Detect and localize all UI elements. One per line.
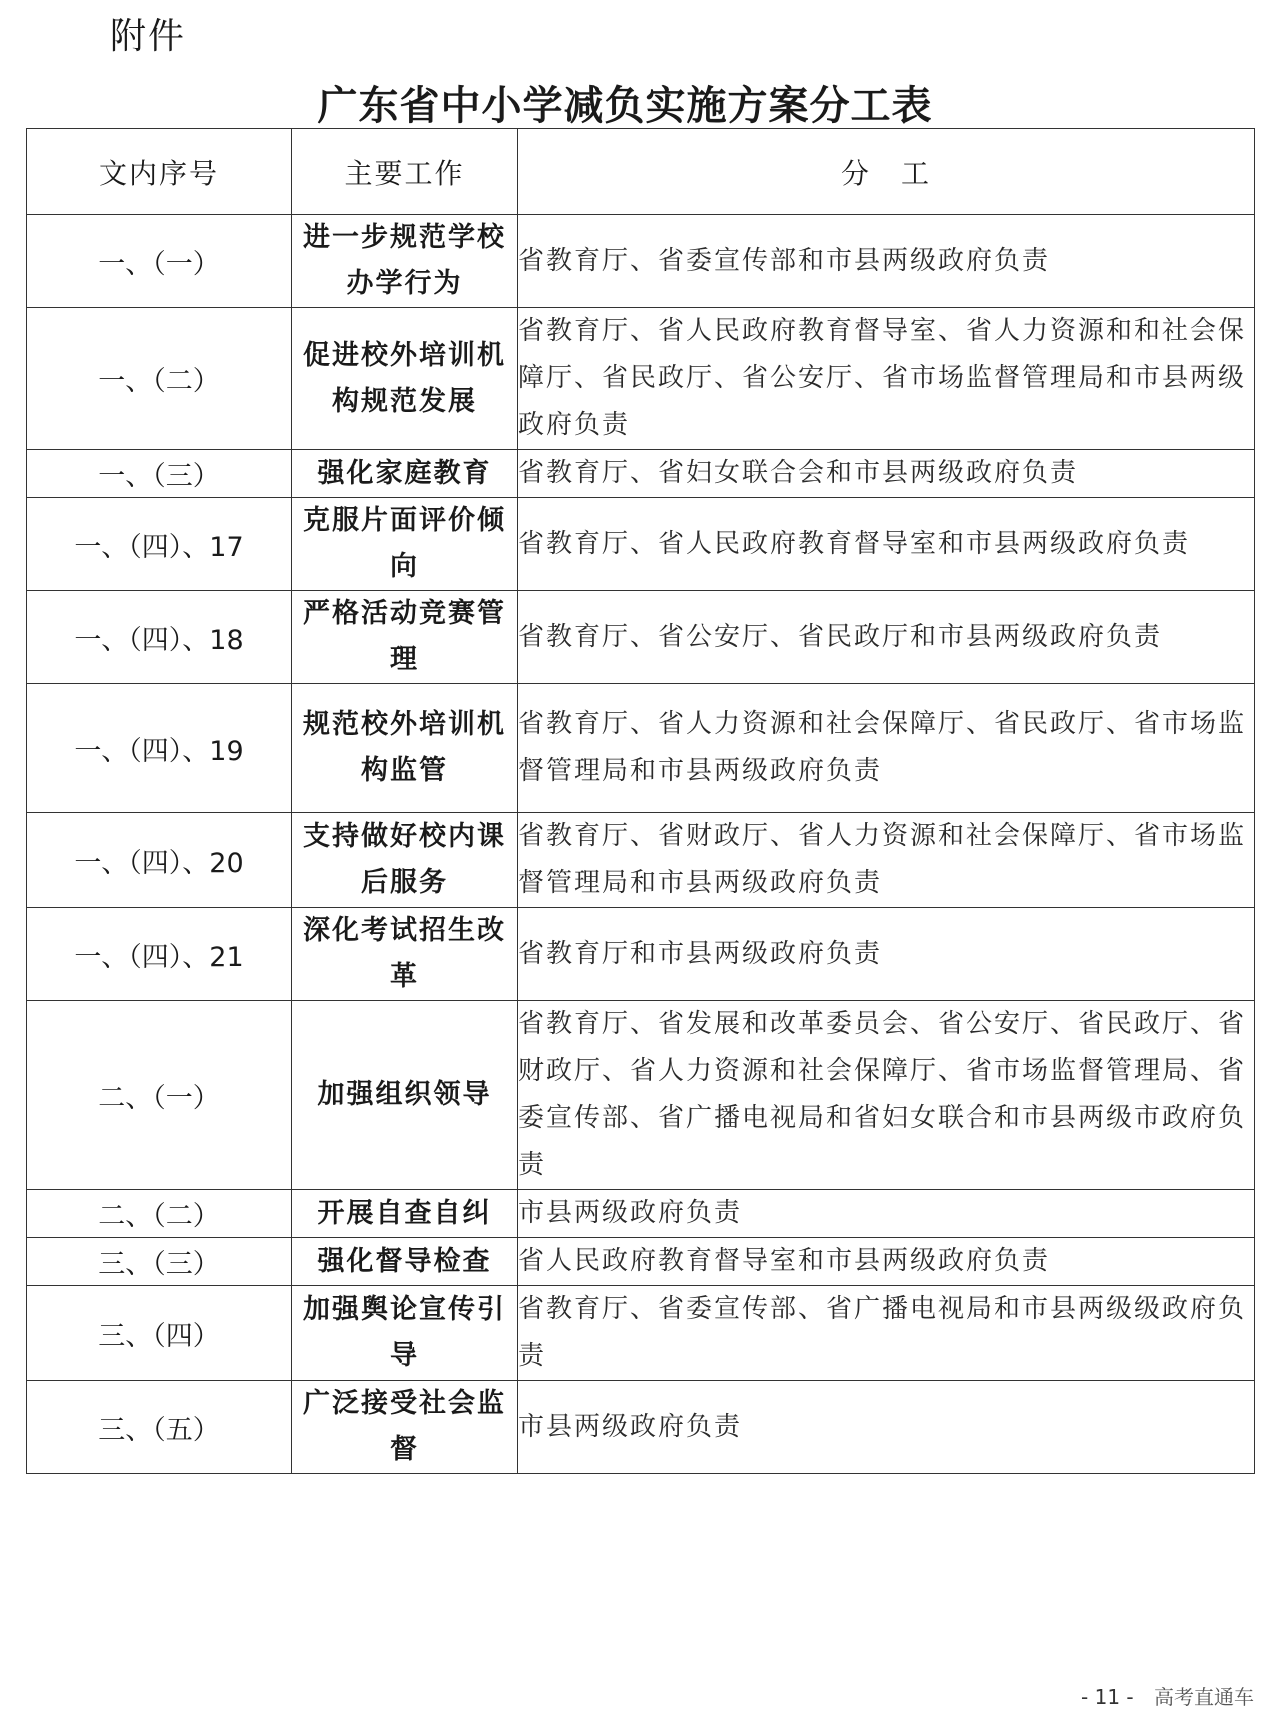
row-work: 规范校外培训机构监管: [292, 684, 518, 813]
table-row: [27, 215, 1255, 308]
table-row: [27, 1286, 1255, 1381]
row-seq: 一、（四）、17: [27, 498, 292, 591]
table-row: [27, 1001, 1255, 1190]
row-work: 促进校外培训机构规范发展: [292, 308, 518, 450]
row-work: 加强组织领导: [292, 1001, 518, 1190]
row-seq: 二、（二）: [27, 1190, 292, 1238]
page-footer: [1081, 1681, 1254, 1710]
row-division: 省教育厅、省财政厅、省人力资源和社会保障厅、省市场监督管理局和市县两级政府负责: [518, 813, 1255, 908]
row-work: 深化考试招生改革: [292, 908, 518, 1001]
row-seq: 一、（四）、21: [27, 908, 292, 1001]
row-seq: 三、（四）: [27, 1286, 292, 1381]
annex-label: 附件: [110, 16, 187, 57]
row-division: 省教育厅、省妇女联合会和市县两级政府负责: [518, 450, 1255, 498]
row-division: 省教育厅、省委宣传部和市县两级政府负责: [518, 215, 1255, 308]
watermark-text: 高考直通车: [1154, 1685, 1254, 1709]
row-work: 广泛接受社会监督: [292, 1381, 518, 1474]
row-work: 加强舆论宣传引导: [292, 1286, 518, 1381]
row-division: 省人民政府教育督导室和市县两级政府负责: [518, 1238, 1255, 1286]
table-header-row: [27, 129, 1255, 215]
row-work: 强化家庭教育: [292, 450, 518, 498]
row-seq: 一、（二）: [27, 308, 292, 450]
row-seq: 一、（四）、20: [27, 813, 292, 908]
row-division: 市县两级政府负责: [518, 1381, 1255, 1474]
table-row: [27, 813, 1255, 908]
row-seq: 三、（三）: [27, 1238, 292, 1286]
row-division: 市县两级政府负责: [518, 1190, 1255, 1238]
row-work: 支持做好校内课后服务: [292, 813, 518, 908]
row-work: 开展自查自纠: [292, 1190, 518, 1238]
table-row: [27, 450, 1255, 498]
table-row: [27, 591, 1255, 684]
table-row: [27, 1381, 1255, 1474]
header-seq: 文内序号: [27, 129, 292, 215]
row-seq: 一、（四）、18: [27, 591, 292, 684]
row-work: 严格活动竞赛管理: [292, 591, 518, 684]
header-division: 分 工: [518, 129, 1255, 215]
page-number: - 11 -: [1081, 1685, 1134, 1709]
row-work: 进一步规范学校办学行为: [292, 215, 518, 308]
document-title: 广东省中小学减负实施方案分工表: [317, 82, 933, 129]
row-seq: 一、（一）: [27, 215, 292, 308]
table-row: [27, 1238, 1255, 1286]
table-row: [27, 684, 1255, 813]
row-seq: 一、（三）: [27, 450, 292, 498]
row-division: 省教育厅、省发展和改革委员会、省公安厅、省民政厅、省财政厅、省人力资源和社会保障厅、省市场监督管理局、省委宣传部、省广播电视局和省妇女联合和市县两级市政府负责: [518, 1001, 1255, 1190]
row-division: 省教育厅和市县两级政府负责: [518, 908, 1255, 1001]
row-seq: 二、（一）: [27, 1001, 292, 1190]
row-division: 省教育厅、省人民政府教育督导室、省人力资源和和社会保障厅、省民政厅、省公安厅、省市场监督管理局和市县两级政府负责: [518, 308, 1255, 450]
row-division: 省教育厅、省公安厅、省民政厅和市县两级政府负责: [518, 591, 1255, 684]
row-work: 克服片面评价倾向: [292, 498, 518, 591]
row-work: 强化督导检查: [292, 1238, 518, 1286]
division-table: [26, 128, 1255, 1474]
row-seq: 一、（四）、19: [27, 684, 292, 813]
table-row: [27, 908, 1255, 1001]
row-division: 省教育厅、省人力资源和社会保障厅、省民政厅、省市场监督管理局和市县两级政府负责: [518, 684, 1255, 813]
table-row: [27, 308, 1255, 450]
row-seq: 三、（五）: [27, 1381, 292, 1474]
table-row: [27, 498, 1255, 591]
row-division: 省教育厅、省委宣传部、省广播电视局和市县两级级政府负责: [518, 1286, 1255, 1381]
table-row: [27, 1190, 1255, 1238]
header-work: 主要工作: [292, 129, 518, 215]
row-division: 省教育厅、省人民政府教育督导室和市县两级政府负责: [518, 498, 1255, 591]
